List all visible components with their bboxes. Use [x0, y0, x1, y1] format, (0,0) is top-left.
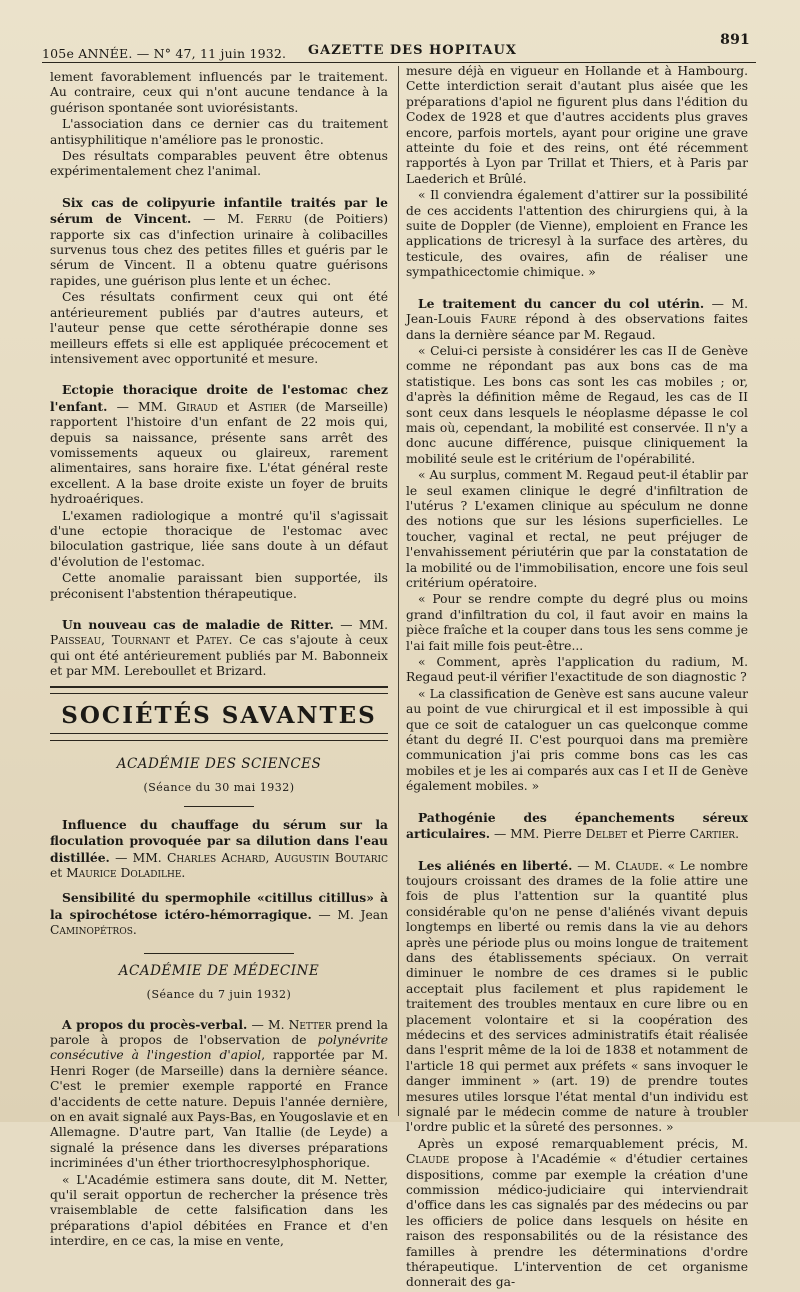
article-alienes: Les aliénés en liberté. — M. Claude. « Le nombre toujours croissant des drames de la folie attire une fois de plus l'attention sur la quantité plus considérable qu'on ne pense d'aliénés vivant depuis longtemps en liberté ou remis dans la vie au dehors après une période plus ou moins longue de traitement dans des établissements spéciaux. On verrait diminuer le nombre de ces drames si le public acceptait plus facilement et plus rapidement le traitement des troubles mentaux en cure libre ou en placement volontaire et si la coopération des médecins et des services administratifs était réalisée dans l'esprit même de la loi de 1838 et notamment de l'article 18 qui permet aux préfets « sans invoquer le danger imminent » (art. 19) de prendre toutes mesures utiles lorsque l'état mental d'un individu est signalé par le médecin comme de nature à troubler l'ordre public et la sûreté des personnes. » [406, 857, 748, 1135]
author-name: Faure [480, 312, 517, 327]
author-name: Netter [288, 1017, 332, 1032]
paragraph: « La classification de Genève est sans aucune valeur au point de vue chirurgical et il est impossible à qui que ce soit de cataloguer un cas quelconque comme étant du degré II. C'est pourquoi dans ma première communication j'ai pris comme bons cas les cas mobiles et je les ai comparés aux cas I et II de Genève également mobiles. » [406, 686, 748, 794]
author-name: Tournant [111, 633, 170, 648]
issue-info: 105e ANNÉE. — N° 47, 11 juin 1932. [42, 46, 287, 61]
article-title: Les aliénés en liberté. [418, 857, 573, 873]
author-name: Caminopétros [50, 923, 133, 938]
right-column [406, 64, 748, 1292]
article-title: Sensibilité du spermophile «citillus citillus» à la spirochétose ictéro-hémorragique. [50, 890, 388, 922]
paragraph: « L'Académie estimera sans doute, dit M. Netter, qu'il serait opportun de rechercher la présence très vraisemblable de cette falsification dans les préparations d'apiol débitées en France et d'en interdire, en ce cas, la mise en vente, [50, 1172, 388, 1249]
academy-heading: ACADÉMIE DES SCIENCES [116, 756, 322, 773]
author-name: Astier [248, 399, 287, 414]
article-cancer-col: Le traitement du cancer du col utérin. — M. Jean-Louis Faure répond à des observations faites dans la dernière séance par M. Regaud. [406, 295, 748, 342]
academy-heading: ACADÉMIE DE MÉDECINE [118, 962, 320, 979]
divider [144, 953, 294, 954]
column-divider [398, 66, 399, 1116]
author-name: Claude [406, 1152, 450, 1167]
paragraph: « Comment, après l'application du radium, M. Regaud peut-il vérifier l'exactitude de son diagnostic ? [406, 655, 748, 685]
paragraph: Ces résultats confirment ceux qui ont été antérieurement publiés par d'autres auteurs, et l'auteur pense que cette sérothérapie donne ses meilleurs effets si elle est appliquée précocement et intensivement avec opportunité et mesure. [50, 290, 388, 366]
section-rule [50, 686, 388, 694]
divider [184, 806, 254, 807]
paragraph: « Celui-ci persiste à considérer les cas II de Genève comme ne répondant pas aux bons cas de ma statistique. Les bons cas sont les cas mobiles ; or, d'après la définition même de Regaud, les cas de II sont ceux dans lesquels le néoplasme dépasse le col mais où, cependant, la mobilité est conservée. Il n'y a donc aucune différence, puisque cliniquement la mobilité seule est le critérium de l'opérabilité. [406, 343, 748, 466]
session-date: (Séance du 30 mai 1932) [143, 781, 295, 795]
article-ritter: Un nouveau cas de maladie de Ritter. — MM. Paisseau, Tournant et Patey. Ce cas s'ajoute à ceux qui ont été antérieurement publiés par M. Babonneix et par MM. Lereboullet et Brizard. [50, 617, 388, 679]
author-name: Charles Achard [166, 850, 266, 865]
journal-title: GAZETTE DES HOPITAUX [308, 43, 517, 58]
author-name: Paisseau [50, 633, 102, 648]
article-title: Six cas de colipyurie infantile traités par le sérum de Vincent. [50, 194, 388, 227]
header-rule [42, 62, 756, 63]
page-header [42, 32, 754, 61]
author-name: Cartier [689, 827, 736, 842]
author-name: Giraud [176, 399, 218, 414]
article-title: Ectopie thoracique droite de l'estomac chez l'enfant. [50, 382, 388, 414]
italic-term: polynévrite consécutive à l'ingestion d'apiol [50, 1032, 388, 1063]
paragraph: Cette anomalie paraissant bien supportée, ils préconisent l'abstention thérapeutique. [50, 571, 388, 601]
paragraph: mesure déjà en vigueur en Hollande et à Hambourg. Cette interdiction serait d'autant plus aisée que les préparations d'apiol ne figurent plus dans l'édition du Codex de 1928 et que d'autres accidents plus graves encore, parfois mortels, ayant pour origine une grave atteinte du foie et des reins, ont été récemment rapportés à Lyon par Trillat et Thiers, et à Paris par Laederich et Brûlé. [406, 64, 748, 186]
article-floculation: Influence du chauffage du sérum sur la floculation provoquée par sa dilution dans l'eau distillée. — MM. Charles Achard, Augustin Boutaric et Maurice Doladilhe. [50, 816, 388, 881]
article-proces-verbal: A propos du procès-verbal. — M. Netter prend la parole à propos de l'observation de polynévrite consécutive à l'ingestion d'apiol, rapportée par M. Henri Roger (de Marseille) dans la dernière séance. C'est le premier exemple rapporté en France d'accidents de cette nature. Depuis l'année dernière, on en avait signalé aux Pays-Bas, en Yougoslavie et en Allemagne. D'autre part, Van Itallie (de Leyde) a signalé la présence dans les diverses préparations incriminées d'un éther triorthocresylphosphorique. [50, 1016, 389, 1171]
paragraph: L'association dans ce dernier cas du traitement antisyphilitique n'améliore pas le pronostic. [50, 117, 388, 147]
article-title: Pathogénie des épanchements séreux articulaires. [406, 809, 748, 842]
author-name: Augustin Boutaric [274, 850, 388, 865]
paragraph: « Au surplus, comment M. Regaud peut-il établir par le seul examen clinique le degré d'infiltration de l'utérus ? L'examen clinique au spéculum ne donne des notions que sur les lésions superficielles. Le toucher, vaginal et rectal, ne peut préjuger de l'envahissement périutérin que par la constatation de la mobilité ou de l'immobilisation, encore une fois seul critérium opératoire. [406, 468, 748, 590]
paragraph: « Pour se rendre compte du degré plus ou moins grand d'infiltration du col, il faut avoir en mains la pièce fraîche et la couper dans tous les sens comme je l'ai fait mille fois peut-être... [406, 592, 748, 653]
paragraph: « Il conviendra également d'attirer sur la possibilité de ces accidents l'attention des chirurgiens qui, à la suite de Doppler (de Vienne), emploient en France les applications de tricresyl à la surface des artères, du testicule, des ovaires, afin de réaliser une sympathicectomie chimique. » [406, 188, 748, 280]
article-title: Un nouveau cas de maladie de Ritter. [62, 617, 334, 632]
session-date: (Séance du 7 juin 1932) [146, 988, 292, 1002]
author-name: Patey [195, 633, 229, 648]
article-ectopie: Ectopie thoracique droite de l'estomac chez l'enfant. — MM. Giraud et Astier (de Marseille) rapportent l'histoire d'un enfant de 22 mois qui, depuis sa naissance, présente sans arrêt des vomissements aqueux ou glaireux, rarement alimentaires, sans horaire fixe. L'état général reste excellent. A la base droite existe un foyer de bruits hydroaériques. [50, 382, 388, 507]
page-number: 891 [720, 32, 750, 48]
paragraph: Après un exposé remarquablement précis, M. Claude propose à l'Académie « d'étudier certaines dispositions, comme par exemple la création d'une commission médico-judiciaire qui interviendrait d'office dans les cas signalés par des médecins ou par les officiers de police dans lesquels on hésite en raison des responsabilités ou de la résistance des familles à prendre les déterminations d'ordre thérapeutique. L'intervention de cet organisme donnerait des ga- [406, 1136, 748, 1290]
article-title: Le traitement du cancer du col utérin. [418, 295, 705, 311]
section-title: SOCIÉTÉS SAVANTES [61, 701, 377, 729]
section-rule [50, 733, 388, 741]
left-column [50, 70, 388, 1251]
article-epanchements: Pathogénie des épanchements séreux articulaires. — MM. Pierre Delbet et Pierre Cartier. [406, 809, 748, 842]
author-name: Claude [615, 858, 659, 873]
author-name: Maurice Doladilhe [66, 866, 182, 881]
paragraph: Des résultats comparables peuvent être obtenus expérimentalement chez l'animal. [50, 149, 388, 179]
article-colipyurie: Six cas de colipyurie infantile traités par le sérum de Vincent. — M. Ferru (de Poitiers) rapporte six cas d'infection urinaire à colibacilles survenus tous chez des petites filles et guéris par le sérum de Vincent. Il a obtenu quatre guérisons rapides, une guérison plus lente et un échec. [50, 194, 388, 288]
article-spermophile: Sensibilité du spermophile «citillus citillus» à la spirochétose ictéro-hémorragique. — M. Jean Caminopétros. [50, 890, 389, 938]
article-title: A propos du procès-verbal. [62, 1016, 248, 1032]
article-title: Influence du chauffage du sérum sur la floculation provoquée par sa dilution dans l'eau distillée. [50, 816, 388, 865]
paragraph: lement favorablement influencés par le traitement. Au contraire, ceux qui n'ont aucune tendance à la guérison spontanée sont uviorésistants. [50, 70, 388, 115]
author-name: Delbet [585, 827, 628, 842]
paragraph: L'examen radiologique a montré qu'il s'agissait d'une ectopie thoracique de l'estomac avec biloculation gastrique, liée sans doute à un défaut d'évolution de l'estomac. [50, 508, 388, 569]
author-name: Ferru [255, 212, 293, 227]
